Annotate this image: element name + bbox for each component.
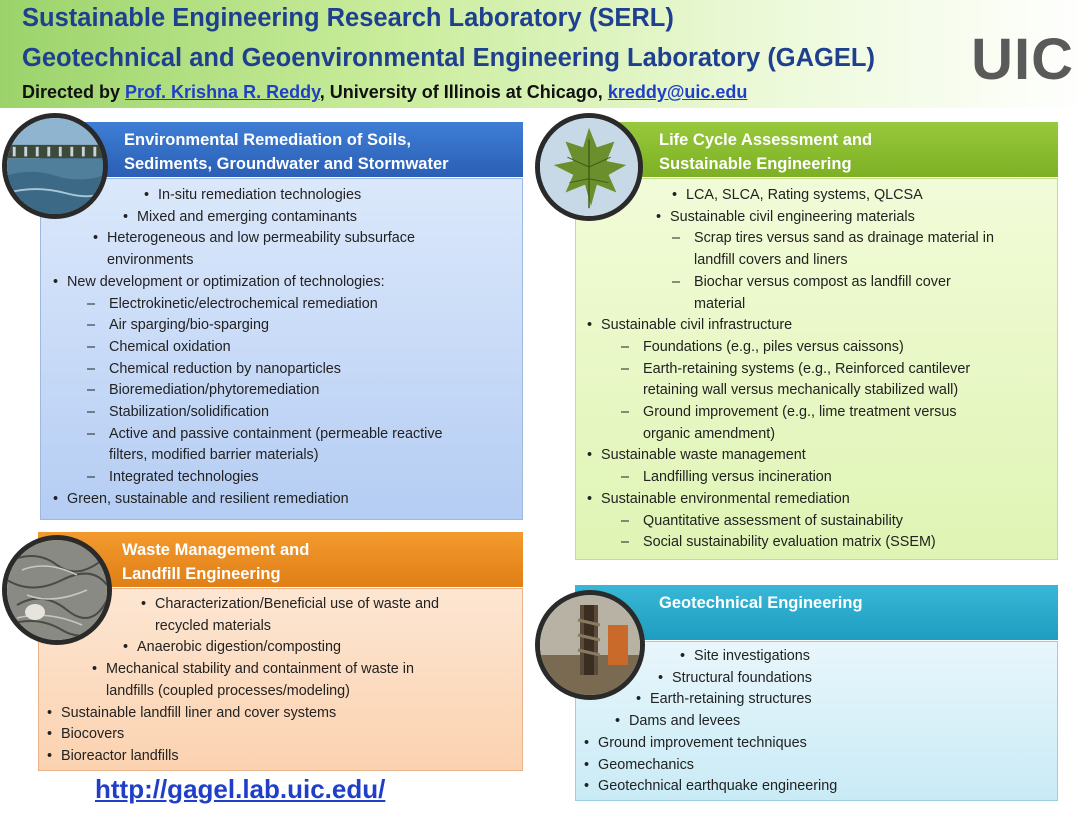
list-item: • Site investigations	[694, 646, 1057, 668]
list-item: • Anaerobic digestion/composting	[137, 637, 522, 659]
sub-list-item: – Integrated technologies	[109, 467, 522, 489]
sub-list-item: – Scrap tires versus sand as drainage material in	[694, 228, 1057, 250]
list-item: • Characterization/Beneficial use of waste and	[155, 594, 522, 616]
panel-title-line: Sediments, Groundwater and Stormwater	[124, 155, 449, 173]
sub-list-item-continuation: filters, modified barrier materials)	[109, 447, 319, 464]
sub-list-item-continuation: material	[694, 295, 746, 312]
email-link[interactable]: kreddy@uic.edu	[607, 82, 748, 102]
panel-title-line: Landfill Engineering	[122, 565, 281, 583]
list-item: • LCA, SLCA, Rating systems, QLCSA	[686, 185, 1057, 207]
sub-list-item: – Landfilling versus incineration	[643, 467, 1057, 489]
list-item: • Sustainable waste management	[601, 445, 1057, 467]
directed-by-label: Directed by	[22, 82, 126, 102]
list-item: • Mixed and emerging contaminants	[137, 207, 522, 229]
sub-list-item: – Social sustainability evaluation matrix (SSEM)	[643, 532, 1057, 554]
panel-title-line: Sustainable Engineering	[659, 155, 852, 173]
list-item-continuation: environments	[107, 252, 194, 269]
list-item: • Sustainable civil infrastructure	[601, 315, 1057, 337]
sub-list-item: – Ground improvement (e.g., lime treatment versus	[643, 402, 1057, 424]
leaf-photo	[535, 113, 643, 221]
sub-list-item: – Earth-retaining systems (e.g., Reinforced cantilever	[643, 359, 1057, 381]
lab-title-gagel: Geotechnical and Geoenvironmental Engineering Laboratory (GAGEL)	[22, 44, 875, 72]
panel-title-line: Geotechnical Engineering	[659, 594, 863, 612]
sub-list-item: – Electrokinetic/electrochemical remediation	[109, 294, 522, 316]
sub-list-item: – Biochar versus compost as landfill cover	[694, 272, 1057, 294]
sub-list-item-continuation: landfill covers and liners	[694, 252, 848, 269]
lab-title-serl: Sustainable Engineering Research Laboratory (SERL)	[22, 4, 674, 32]
list-item: • Earth-retaining structures	[650, 689, 1057, 711]
list-item-continuation: landfills (coupled processes/modeling)	[106, 682, 350, 699]
sub-list-item-continuation: organic amendment)	[643, 425, 775, 442]
sub-list-item: – Active and passive containment (permeable reactive	[109, 424, 522, 446]
sub-list-item-continuation: retaining wall versus mechanically stabilized wall)	[643, 382, 959, 399]
panel-title-environmental	[40, 122, 523, 177]
list-item: • New development or optimization of technologies:	[67, 272, 522, 294]
panel-body-environmental	[40, 178, 523, 520]
waste-material-photo	[2, 535, 112, 645]
list-item: • Sustainable landfill liner and cover systems	[61, 703, 522, 725]
panel-body-waste	[38, 588, 523, 771]
panel-title-lca	[575, 122, 1058, 177]
sub-list-item: – Chemical reduction by nanoparticles	[109, 359, 522, 381]
list-item-continuation: recycled materials	[155, 617, 271, 634]
list-item: • Mechanical stability and containment of waste in	[106, 659, 522, 681]
sub-list-item: – Foundations (e.g., piles versus caissons)	[643, 337, 1057, 359]
list-item: • Geotechnical earthquake engineering	[598, 776, 1057, 798]
panel-title-line: Environmental Remediation of Soils,	[124, 131, 411, 149]
water-remediation-photo	[2, 113, 108, 219]
panel-title-line: Waste Management and	[122, 541, 310, 559]
list-item: • Bioreactor landfills	[61, 746, 522, 768]
list-item: • Heterogeneous and low permeability subsurface	[107, 228, 522, 250]
director-link[interactable]: Prof. Krishna R. Reddy	[125, 82, 320, 102]
panel-title-geotechnical	[575, 585, 1058, 640]
uic-logo: UIC	[971, 27, 1074, 92]
lab-website-link[interactable]: http://gagel.lab.uic.edu/	[95, 774, 386, 804]
list-item: • Green, sustainable and resilient remediation	[67, 489, 522, 511]
list-item: • In-situ remediation technologies	[158, 185, 522, 207]
sub-list-item: – Quantitative assessment of sustainability	[643, 511, 1057, 533]
header-banner	[0, 0, 1090, 108]
sub-list-item: – Air sparging/bio-sparging	[109, 315, 522, 337]
list-item: • Sustainable environmental remediation	[601, 489, 1057, 511]
panel-title-line: Life Cycle Assessment and	[659, 131, 873, 149]
sub-list-item: – Chemical oxidation	[109, 337, 522, 359]
sub-list-item: – Stabilization/solidification	[109, 402, 522, 424]
affiliation-text: , University of Illinois at Chicago,	[319, 82, 608, 102]
director-line	[22, 82, 747, 103]
panel-body-lca	[575, 178, 1058, 560]
list-item: • Sustainable civil engineering materials	[670, 207, 1057, 229]
list-item: • Geomechanics	[598, 755, 1057, 777]
list-item: • Dams and levees	[629, 711, 1057, 733]
drilling-rig-photo	[535, 590, 645, 700]
list-item: • Biocovers	[61, 724, 522, 746]
panel-body-geotechnical	[575, 641, 1058, 801]
list-item: • Structural foundations	[672, 668, 1057, 690]
list-item: • Ground improvement techniques	[598, 733, 1057, 755]
sub-list-item: – Bioremediation/phytoremediation	[109, 380, 522, 402]
